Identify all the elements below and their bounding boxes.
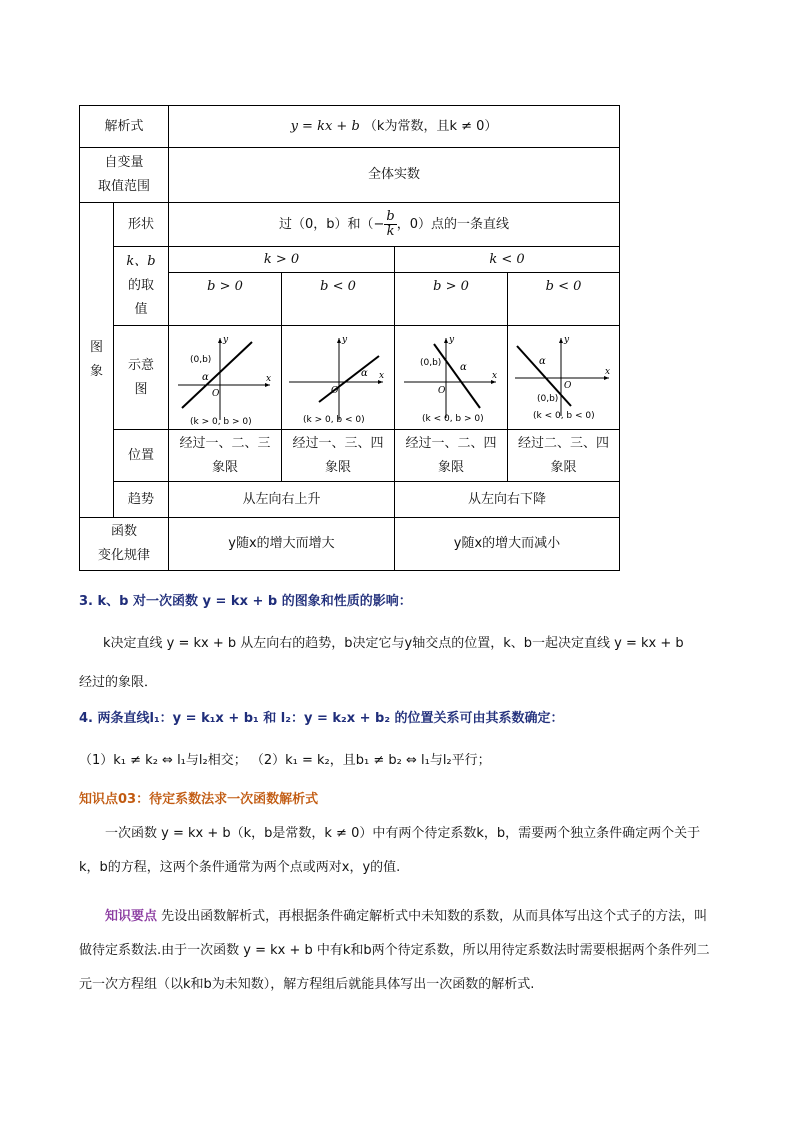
graph-4-origin: O <box>563 380 571 391</box>
graph-3-y-label: y <box>449 334 455 345</box>
sketch-label-1: 示意 <box>127 357 154 373</box>
position-2-line2: 象限 <box>324 459 351 475</box>
graph-3-origin: O <box>438 385 446 396</box>
section-4-line: （1）k₁ ≠ k₂ ⇔ l₁与l₂相交； （2）k₁ = k₂，且b₁ ≠ b₂ ⇔ l₁与l₂平行； <box>79 753 491 768</box>
domain-label-2: 取值范围 <box>97 179 150 194</box>
frac-num: b <box>386 209 395 224</box>
change-label-1: 函数 <box>110 524 137 539</box>
b-cond-2: b < 0 <box>282 273 395 326</box>
k-negative: k < 0 <box>395 247 620 273</box>
kb-label-2: 的取 <box>127 278 154 293</box>
graph-1-point-label: (0,b) <box>190 354 212 365</box>
graph-3-caption: (k < 0, b > 0) <box>422 413 484 424</box>
domain-label-1: 自变量 <box>104 155 144 170</box>
label-shape: 形状 <box>114 203 169 247</box>
position-2-line1: 经过一、三、四 <box>292 435 384 451</box>
formula-note: （k为常数，且k ≠ 0） <box>363 118 498 134</box>
label-change <box>80 518 169 571</box>
frac-den: k <box>386 224 395 239</box>
formula: y = kx + b <box>290 118 360 134</box>
label-trend: 趋势 <box>114 482 169 518</box>
b-cond-3: b > 0 <box>395 273 508 326</box>
position-2 <box>282 430 395 482</box>
label-domain <box>80 148 169 203</box>
graph-1-x-label: x <box>266 373 272 384</box>
position-3-line1: 经过一、二、四 <box>405 435 497 451</box>
shape-text-after: ，0）点的一条直线 <box>396 217 510 232</box>
graph-k-neg-b-pos <box>395 326 508 430</box>
label-sketch <box>114 326 169 430</box>
label-kb <box>114 247 169 326</box>
k-positive: k > 0 <box>169 247 395 273</box>
position-4-line1: 经过二、三、四 <box>517 435 609 451</box>
graph-2-y-label: y <box>342 334 348 345</box>
graph-1-y-label: y <box>223 334 229 345</box>
formula-cell <box>169 106 620 148</box>
graph-4-y-label: y <box>563 334 569 345</box>
position-1 <box>169 430 282 482</box>
trend-up: 从左向右上升 <box>169 482 395 518</box>
graph-2-origin: O <box>331 385 339 396</box>
point-03-paragraph-2 <box>79 900 719 1002</box>
graph-4-point-label: (0,b) <box>536 393 558 404</box>
graph-1-origin: O <box>212 388 220 399</box>
position-1-line2: 象限 <box>211 459 238 475</box>
point-03-paragraph-1: 一次函数 y = kx + b（k，b是常数，k ≠ 0）中有两个待定系数k，b，需要两个独立条件确定两个关于k，b的方程，这两个条件通常为两个点或两对x，y的值. <box>79 826 701 875</box>
graph-3-alpha: α <box>460 361 467 373</box>
kb-label-1: k、b <box>126 254 156 269</box>
graph-2-svg <box>283 328 393 428</box>
domain-value: 全体实数 <box>169 148 620 203</box>
section-3-line2: 经过的象限． <box>79 675 158 690</box>
graph-k-neg-b-neg <box>508 326 620 430</box>
position-3 <box>395 430 508 482</box>
graph-k-pos-b-neg <box>282 326 395 430</box>
section-3-heading: 3. k、b 对一次函数 y = kx + b 的图象和性质的影响： <box>79 594 412 609</box>
graph-1-svg <box>170 328 280 428</box>
change-decrease: y随x的增大而减小 <box>395 518 620 571</box>
graph-2-x-label: x <box>379 370 385 381</box>
sketch-label-2: 图 <box>134 381 148 397</box>
graph-4-alpha: α <box>538 355 546 367</box>
graph-2-caption: (k > 0, b < 0) <box>303 414 365 425</box>
change-label-2: 变化规律 <box>97 548 150 563</box>
group-label-1: 图 <box>89 340 103 355</box>
point-03-heading: 知识点03：待定系数法求一次函数解析式 <box>79 792 319 807</box>
position-1-line1: 经过一、二、三 <box>179 435 271 451</box>
b-cond-4: b < 0 <box>508 273 620 326</box>
graph-4-svg <box>509 328 619 428</box>
label-position: 位置 <box>114 430 169 482</box>
position-4-line2: 象限 <box>550 459 577 475</box>
fraction-b-over-k <box>384 210 396 239</box>
position-4 <box>508 430 620 482</box>
graph-3-x-label: x <box>492 370 498 381</box>
trend-down: 从左向右下降 <box>395 482 620 518</box>
graph-3-point-label: (0,b) <box>420 357 442 368</box>
kb-label-3: 值 <box>134 302 148 317</box>
graph-1-alpha: α <box>202 371 209 383</box>
position-3-line2: 象限 <box>437 459 464 475</box>
key-points-label: 知识要点 <box>105 909 158 924</box>
key-points-text: 先设出函数解析式，再根据条件确定解析式中未知数的系数，从而具体写出这个式子的方法，叫做待定系数法.由于一次函数 y = kx + b 中有k和b两个待定系数，所以用待定系数法时需要根据两个条件列二元一次方程组（以k和b为未知数），解方程组后就能具体写出一次函数的解析式. <box>79 909 710 992</box>
group-label-tuxiang <box>80 203 114 518</box>
shape-text-before: 过（0，b）和（− <box>278 217 385 232</box>
group-label-2: 象 <box>89 364 103 379</box>
graph-k-pos-b-pos <box>169 326 282 430</box>
graph-3-svg <box>396 328 506 428</box>
section-4-heading: 4. 两条直线l₁：y = k₁x + b₁ 和 l₂：y = k₂x + b₂ 的位置关系可由其系数确定： <box>79 711 564 726</box>
graph-4-x-label: x <box>604 366 610 377</box>
shape-value <box>169 203 620 247</box>
label-jiexishi: 解析式 <box>80 106 169 148</box>
change-increase: y随x的增大而增大 <box>169 518 395 571</box>
graph-2-alpha: α <box>361 367 368 379</box>
section-3-line1: k决定直线 y = kx + b 从左向右的趋势，b决定它与y轴交点的位置，k、b一起决定直线 y = kx + b <box>103 636 684 651</box>
graph-4-caption: (k < 0, b < 0) <box>532 410 595 421</box>
b-cond-1: b > 0 <box>169 273 282 326</box>
linear-function-table <box>79 105 620 571</box>
graph-1-caption: (k > 0, b > 0) <box>190 416 252 427</box>
